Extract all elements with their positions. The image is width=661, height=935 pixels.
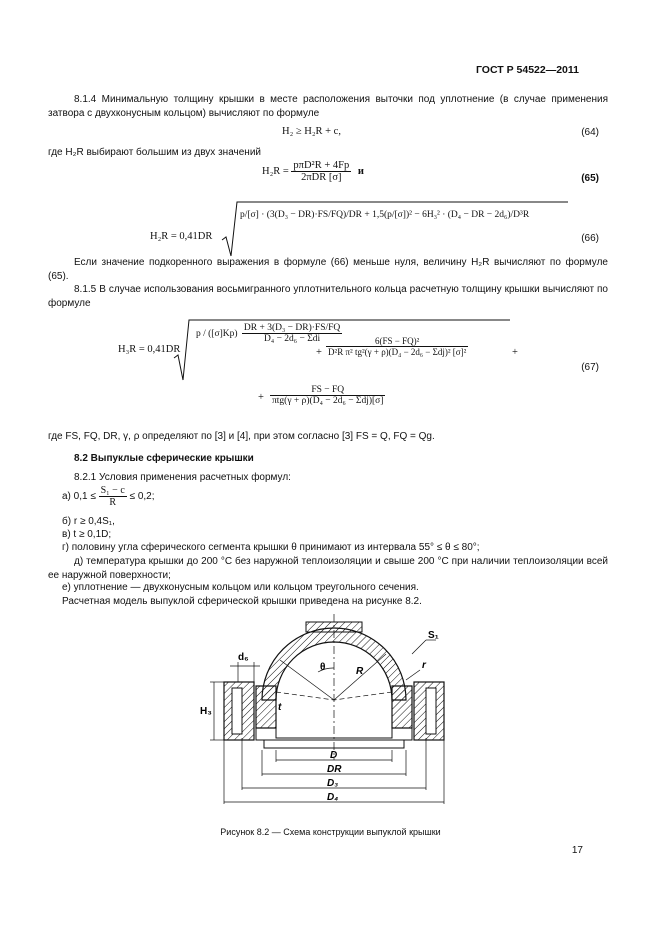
label-DR: DR xyxy=(327,764,342,775)
figure-8-2-drawing xyxy=(180,610,480,820)
formula-64: H₂ ≥ H₂R + c, xyxy=(282,126,341,137)
formula-67-term1-num: DR + 3(D₃ − DR)·FS/FQ xyxy=(243,323,341,333)
label-D: D xyxy=(330,750,338,761)
label-d6: d₆ xyxy=(238,652,249,663)
paragraph-8-1-4: 8.1.4 Минимальную толщину крышки в месте расположения выточки под уплотнение (в случае применения затвора с двухконусным кольцом) вычисляют по формуле xyxy=(48,94,608,119)
formula-67-term1-den: D₄ − 2d₆ − Σdi xyxy=(264,334,321,344)
label-t: t xyxy=(278,702,282,713)
formula-67-plus1: + xyxy=(316,347,322,358)
label-r: r xyxy=(422,660,426,671)
formula-67-term1 xyxy=(194,323,342,344)
condition-v: в) t ≥ 0,1D; xyxy=(62,529,112,540)
formula-67-term2-den: D²R π² tg²(γ + ρ)(D₄ − 2d₆ − Σdj)² [σ]² xyxy=(328,347,467,357)
condition-b: б) r ≥ 0,4S₁, xyxy=(62,516,115,527)
formula-65-numerator: pπD²R + 4Fp xyxy=(293,160,350,171)
formula-67-lhs: H₃R = 0,41DR xyxy=(118,344,181,355)
where-fs-text: где FS, FQ, DR, γ, ρ определяют по [3] и [4], при этом согласно [3] FS = Q, FQ = Qg. xyxy=(48,431,435,442)
document-header: ГОСТ Р 54522—2011 xyxy=(475,64,579,76)
left-seal-ring xyxy=(256,686,276,728)
formula-67-plus2: + xyxy=(512,347,518,358)
label-D3: D₃ xyxy=(327,778,339,789)
equation-number-67: (67) xyxy=(581,362,599,373)
formula-65-denominator: 2πDR [σ] xyxy=(301,172,342,183)
formula-65-and: и xyxy=(357,165,364,177)
formula-67-term2-num: 6(FS − FQ)² xyxy=(326,336,468,347)
formula-67-plus3: + xyxy=(258,392,264,403)
equation-number-65: (65) xyxy=(581,173,599,184)
where-h2r-text: где H₂R выбирают большим из двух значений xyxy=(48,147,261,158)
condition-a-num: S₁ − c xyxy=(100,485,125,496)
formula-67-pre-fraction xyxy=(194,329,240,339)
paragraph-8-1-5: 8.1.5 В случае использования восьмигранного уплотнительного кольца расчетную толщину крышки вычисляют по формуле xyxy=(48,284,608,309)
formula-67-term3-fraction xyxy=(270,385,385,406)
formula-65-lhs: H₂R = xyxy=(262,165,289,177)
equation-number-66: (66) xyxy=(581,233,599,244)
condition-g: г) половину угла сферического сегмента крышки θ принимают из интервала 55° ≤ θ ≤ 80°; xyxy=(62,542,480,553)
label-h3: H₃ xyxy=(200,706,212,717)
label-s1: S₁ xyxy=(428,630,439,641)
page-number: 17 xyxy=(571,845,583,856)
section-8-2-title: 8.2 Выпуклые сферические крышки xyxy=(74,453,254,464)
condition-a xyxy=(62,485,155,508)
formula-65 xyxy=(262,160,364,183)
label-R: R xyxy=(356,666,364,677)
condition-d: д) температура крышки до 200 °С без наружной теплоизоляции и свыше 200 °С при наличии теплоизоляции всей ее наружной поверхности; xyxy=(48,556,608,581)
paragraph-model: Расчетная модель выпуклой сферической крышки приведена на рисунке 8.2. xyxy=(62,596,422,607)
paragraph-negative-root: Если значение подкоренного выражения в формуле (66) меньше нуля, величину H₂R вычисляют по формуле (65). xyxy=(48,257,608,282)
condition-e: е) уплотнение — двухконусным кольцом или кольцом треугольного сечения. xyxy=(62,582,419,593)
formula-67-term2-fraction xyxy=(326,336,468,357)
equation-number-64: (64) xyxy=(581,127,599,138)
formula-65-fraction xyxy=(291,160,351,183)
formula-67-term2 xyxy=(326,336,468,357)
radical-sign-66 xyxy=(220,200,570,258)
label-D4: D₄ xyxy=(327,792,339,803)
right-seal-ring xyxy=(392,686,412,728)
formula-67-term3-den: πtg(γ + ρ)(D₄ − 2d₆ − Σdj)[σ] xyxy=(272,396,384,406)
formula-66-lhs: H₂R = 0,41DR xyxy=(150,231,213,242)
formula-66-body: p/[σ] · (3(D₃ − DR)·FS/FQ)/DR + 1,5(p/[σ])² − 6H₃² · (D₄ − DR − 2d₆)/D³R xyxy=(240,210,530,220)
condition-a-post: ≤ 0,2; xyxy=(129,491,155,503)
condition-a-pre: а) 0,1 ≤ xyxy=(62,491,96,503)
condition-a-fraction xyxy=(99,485,127,508)
formula-67-pre: p / ([σ]Kp) xyxy=(196,328,238,339)
label-theta: θ xyxy=(320,662,326,673)
figure-caption: Рисунок 8.2 — Схема конструкции выпуклой крышки xyxy=(220,827,441,837)
formula-67-term3-num: FS − FQ xyxy=(270,385,385,396)
paragraph-8-2-1: 8.2.1 Условия применения расчетных формул: xyxy=(74,472,291,483)
condition-a-den: R xyxy=(109,497,117,508)
formula-67-term3 xyxy=(270,385,385,406)
